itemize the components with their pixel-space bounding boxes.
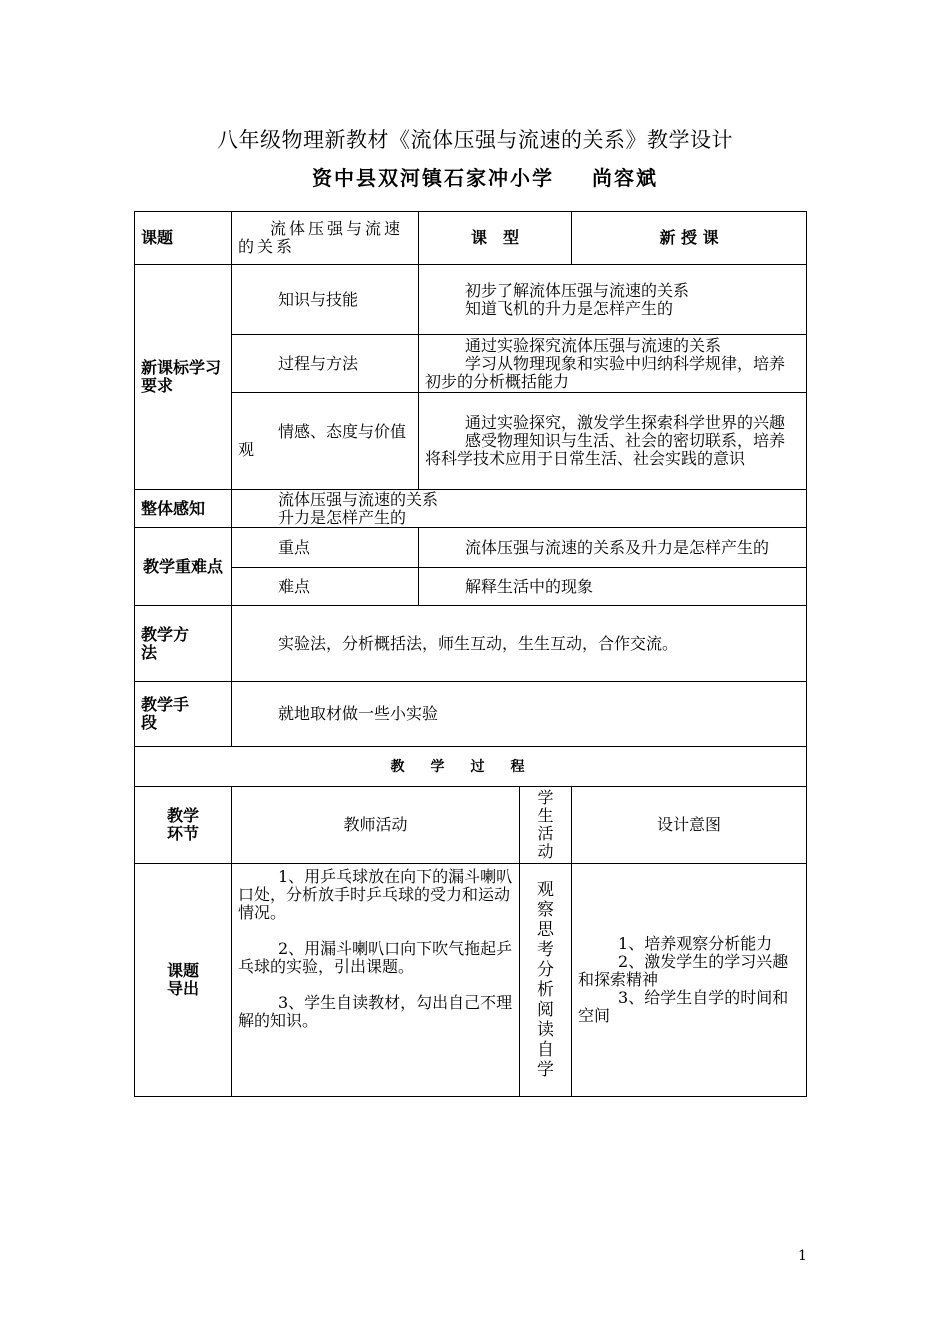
student-activity: 观察思考分析阅读自学 [520,864,572,1097]
overall-row [135,490,807,528]
student-column-header: 学生活动 [520,787,572,864]
means-content: 就地取材做一些小实验 [232,682,807,747]
process-title-row [135,747,807,787]
document-subtitle [312,162,658,191]
overall-content: 流体压强与流速的关系 升力是怎样产生的 [232,490,807,528]
process-stage: 课题导出 [135,864,232,1097]
methods-content: 实验法，分析概括法，师生互动，生生互动，合作交流。 [232,606,807,682]
overall-label: 整体感知 [135,490,232,528]
objective-content: 通过实验探究，激发学生探索科学世界的兴趣 感受物理知识与生活、社会的密切联系，培养将科学技术应用于日常生活、社会实践的意识 [419,393,807,490]
means-label: 教学手段 [135,682,232,747]
key-points-label: 教学重难点 [135,528,232,606]
objective-row-knowledge [135,265,807,335]
difficult-label: 难点 [232,568,419,606]
objective-name: 知识与技能 [232,265,419,335]
objective-name: 过程与方法 [232,335,419,393]
methods-row [135,606,807,682]
stage-column-header: 教学环节 [135,787,232,864]
difficult-content: 解释生活中的现象 [419,568,807,606]
type-value: 新 授 课 [572,212,807,265]
objectives-label: 新课标学习要求 [135,265,232,490]
topic-label: 课题 [135,212,232,265]
design-intent: 1、培养观察分析能力 2、激发学生的学习兴趣和探索精神 3、给学生自学的时间和空间 [572,864,807,1097]
difficult-point-row [135,568,807,606]
methods-label: 教学方法 [135,606,232,682]
header-row [135,212,807,265]
teacher-column-header: 教师活动 [232,787,520,864]
intent-column-header: 设计意图 [572,787,807,864]
school-name: 资中县双河镇石家冲小学 [312,166,554,190]
topic-value: 流体压强与流速的关系 [232,212,419,265]
objective-content: 通过实验探究流体压强与流速的关系 学习从物理现象和实验中归纳科学规律，培养初步的分析概括能力 [419,335,807,393]
author-name: 尚容斌 [592,166,658,190]
page-number: 1 [798,1248,807,1264]
key-content: 流体压强与流速的关系及升力是怎样产生的 [419,528,807,568]
process-title: 教学过程 [135,747,807,787]
objective-content: 初步了解流体压强与流速的关系 知道飞机的升力是怎样产生的 [419,265,807,335]
key-point-row [135,528,807,568]
process-column-header-row [135,787,807,864]
type-label: 课 型 [419,212,572,265]
teacher-activity: 1、用乒乓球放在向下的漏斗喇叭口处，分析放手时乒乓球的受力和运动情况。 2、用漏斗喇叭口向下吹气拖起乒乓球的实验，引出课题。 3、学生自读教材，勾出自己不理解的知识。 [232,864,520,1097]
lesson-plan-table [134,211,807,1097]
objective-name: 情感、态度与价值观 [232,393,419,490]
key-label: 重点 [232,528,419,568]
document-title: 八年级物理新教材《流体压强与流速的关系》教学设计 [217,128,733,152]
means-row [135,682,807,747]
objective-row-attitude [135,393,807,490]
objective-row-process [135,335,807,393]
process-row [135,864,807,1097]
